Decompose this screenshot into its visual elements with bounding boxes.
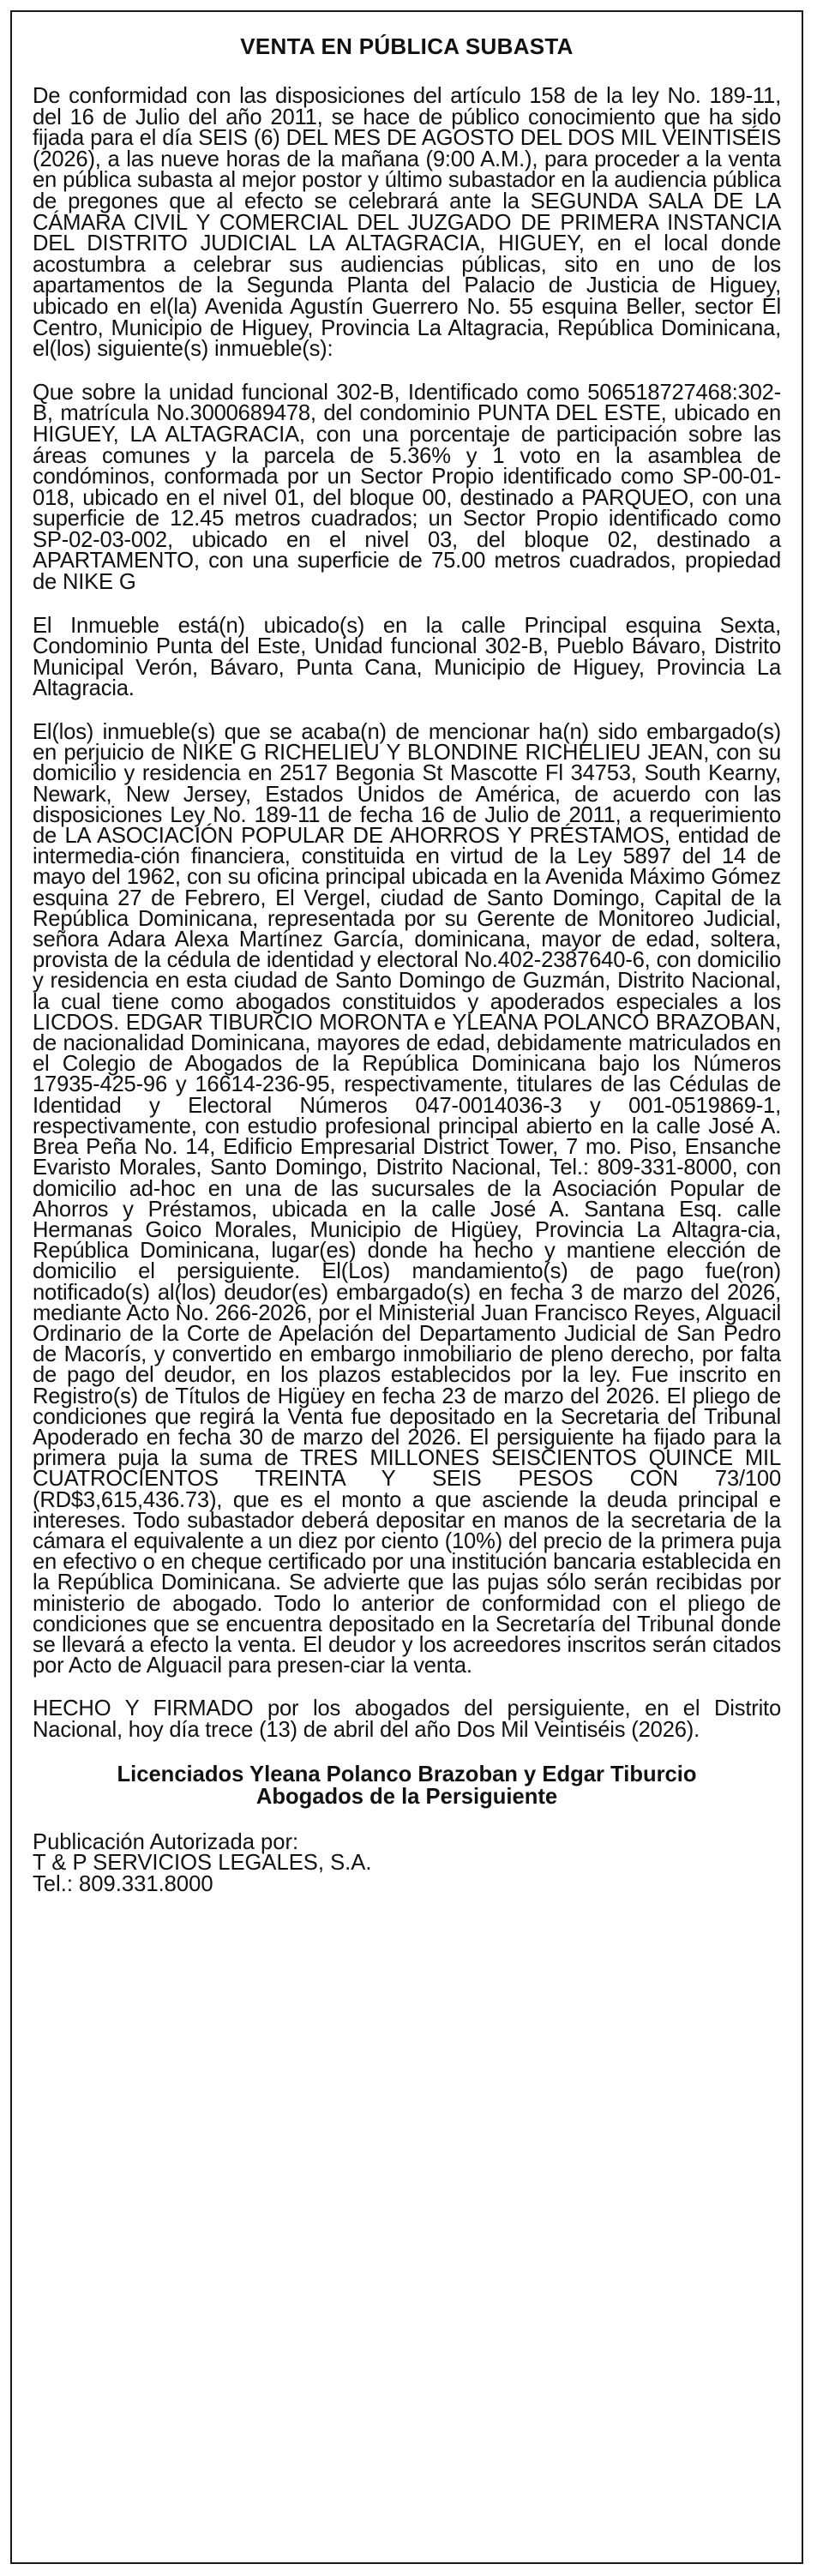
notice-paragraph-signed: HECHO Y FIRMADO por los abogados del persiguiente, en el Distrito Nacional, hoy día trece (13) de abril del año Dos Mil Veintiséis (2026).: [33, 1696, 781, 1742]
notice-paragraph-property: Que sobre la unidad funcional 302-B, Identificado como 506518727468:302-B, matrícula No.3000689478, del condominio PUNTA DEL ESTE, ubicado en HIGUEY, LA ALTAGRACIA, con una porcentaje de participación sobre las áreas comunes y la parcela de 5.36% y 1 voto en la asamblea de condóminos, conformada por un Sector Propio identificado como SP-00-01-018, ubicado en el nivel 01, del bloque 00, destinado a PARQUEO, con una superficie de 12.45 metros cuadrados; un Sector Propio identificado como SP-02-03-002, ubicado en el nivel 03, del bloque 02, destinado a APARTAMENTO, con una superficie de 75.00 metros cuadrados, propiedad de NIKE G: [33, 380, 781, 595]
signature-lawyers: Licenciados Yleana Polanco Brazoban y Edgar Tiburcio: [117, 1762, 697, 1786]
signature-block: [33, 1763, 781, 1808]
legal-notice: [10, 10, 803, 2564]
notice-paragraph-location: El Inmueble está(n) ubicado(s) en la calle Principal esquina Sexta, Condominio Punta del Este, Unidad funcional 302-B, Pueblo Bávaro, Distrito Municipal Verón, Bávaro, Punta Cana, Municipio de Higuey, Provincia La Altagracia.: [33, 613, 781, 701]
publication-company: T & P SERVICIOS LEGALES, S.A.: [33, 1851, 372, 1876]
publication-authorized: Publicación Autorizada por:: [33, 1829, 299, 1854]
publication-phone: Tel.: 809.331.8000: [33, 1871, 213, 1896]
signature-role: Abogados de la Persiguiente: [255, 1784, 558, 1809]
notice-paragraph-intro: De conformidad con las disposiciones del artículo 158 de la ley No. 189-11, del 16 de Julio del año 2011, se hace de público conocimiento que ha sido fijada para el día SEIS (6) DEL MES DE AGOSTO DEL DOS MIL VEINTISÉIS (2026), a las nueve horas de la mañana (9:00 A.M.), para proceder a la venta en pública subasta al mejor postor y último subastador en la audiencia pública de pregones que al efecto se celebrará ante la SEGUNDA SALA DE LA CÁMARA CIVIL Y COMERCIAL DEL JUZGADO DE PRIMERA INSTANCIA DEL DISTRITO JUDICIAL LA ALTAGRACIA, HIGUEY, en el local donde acostumbra a celebrar sus audiencias públicas, sito en uno de los apartamentos de la Segunda Planta del Palacio de Justicia de Higuey, ubicado en el(la) Avenida Agustín Guerrero No. 55 esquina Beller, sector El Centro, Municipio de Higuey, Provincia La Altagracia, República Dominicana, el(los) siguiente(s) inmueble(s):: [33, 84, 781, 362]
publication-footer: [33, 1829, 781, 1896]
notice-title: VENTA EN PÚBLICA SUBASTA: [240, 33, 574, 59]
notice-paragraph-seizure: El(los) inmueble(s) que se acaba(n) de mencionar ha(n) sido embargado(s) en perjuicio de NIKE G RICHELIEU Y BLONDINE RICHELIEU JEAN, con su domicilio y residencia en 2517 Begonia St Mascotte Fl 34753, South Kearny, Newark, New Jersey, Estados Unidos de América, de acuerdo con las disposiciones Ley No. 189-11 de fecha 16 de Julio de 2011, a requerimiento de LA ASOCIACIÓN POPULAR DE AHORROS Y PRÉSTAMOS, entidad de intermedia-ción financiera, constituida en virtud de la Ley 5897 del 14 de mayo del 1962, con su oficina principal ubicada en la Avenida Máximo Gómez esquina 27 de Febrero, El Vergel, ciudad de Santo Domingo, Capital de la República Dominicana, representada por su Gerente de Monitoreo Judicial, señora Adara Alexa Martínez García, dominicana, mayor de edad, soltera, provista de la cédula de identidad y electoral No.402-2387640-6, con domicilio y residencia en esta ciudad de Santo Domingo de Guzmán, Distrito Nacional, la cual tiene como abogados constituidos y apoderados especiales a los LICDOS. EDGAR TIBURCIO MORONTA e YLEANA POLANCO BRAZOBAN, de nacionalidad Dominicana, mayores de edad, debidamente matriculados en el Colegio de Abogados de la República Dominicana bajo los Números 17935-425-96 y 16614-236-95, respectivamente, titulares de las Cédulas de Identidad y Electoral Números 047-0014036-3 y 001-0519869-1, respectivamente, con estudio profesional principal abierto en la calle José A. Brea Peña No. 14, Edificio Empresarial District Tower, 7 mo. Piso, Ensanche Evaristo Morales, Santo Domingo, Distrito Nacional, Tel.: 809-331-8000, con domicilio ad-hoc en una de las sucursales de la Asociación Popular de Ahorros y Préstamos, ubicada en la calle José A. Santana Esq. calle Hermanas Goico Morales, Municipio de Higüey, Provincia La Altagra-cia, República Dominicana, lugar(es) donde ha hecho y mantiene elección de domicilio el persiguiente. El(Los) mandamiento(s) de pago fue(ron) notificado(s) al(los) deudor(es) embargado(s) en fecha 3 de marzo del 2026, mediante Acto No. 266-2026, por el Ministerial Juan Francisco Reyes, Alguacil Ordinario de la Corte de Apelación del Departamento Judicial de San Pedro de Macorís, y convertido en embargo inmobiliario de pleno derecho, por falta de pago del deudor, en los plazos establecidos por la ley. Fue inscrito en Registro(s) de Títulos de Higüey en fecha 23 de marzo del 2026. El pliego de condiciones que regirá la Venta fue depositado en la Secretaria del Tribunal Apoderado en fecha 30 de marzo del 2026. El persiguiente ha fijado para la primera puja la suma de TRES MILLONES SEISCIENTOS QUINCE MIL CUATROCIENTOS TREINTA Y SEIS PESOS CON 73/100 (RD$3,615,436.73), que es el monto a que asciende la deuda principal e intereses. Todo subastador deberá depositar en manos de la secretaria de la cámara el equivalente a un diez por ciento (10%) del precio de la primera puja en efectivo o en cheque certificado por una institución bancaria establecida en la República Dominicana. Se advierte que las pujas sólo serán recibidas por ministerio de abogado. Todo lo anterior de conformidad con el pliego de condiciones que se encuentra depositado en la Secretaría del Tribunal donde se llevará a efecto la venta. El deudor y los acreedores inscritos serán citados por Acto de Alguacil para presen-ciar la venta.: [33, 720, 781, 1678]
